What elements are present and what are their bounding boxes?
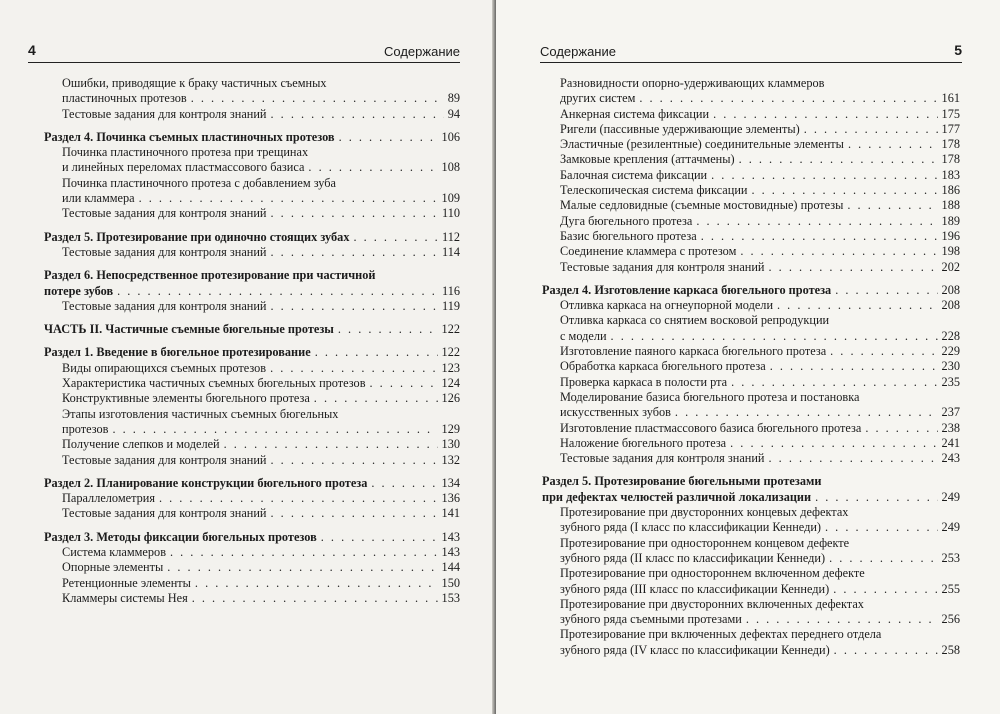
- toc-entry: [542, 359, 960, 374]
- toc-page-number: 143: [441, 529, 460, 544]
- left-page: [0, 0, 496, 714]
- toc-entry-row: [62, 437, 460, 452]
- toc-entry: [44, 176, 460, 207]
- toc-entry: [542, 168, 960, 183]
- toc-entry-title-line: Тестовые задания для контроля знаний: [62, 452, 267, 467]
- toc-entry-title-line: Соединение кламмера с протезом: [560, 244, 737, 259]
- toc-entry: [542, 436, 960, 451]
- toc-entry: [542, 313, 960, 344]
- toc-page-number: 230: [941, 359, 960, 374]
- toc-entry-row: [62, 545, 460, 560]
- toc-entry: [542, 298, 960, 313]
- toc-entry-title-line: Раздел 4. Изготовление каркаса бюгельного протеза: [542, 282, 832, 297]
- toc-entry-row: [560, 329, 960, 344]
- toc-entry-title-line: Разновидности опорно-удерживающих кламмеров: [560, 76, 825, 90]
- toc-entry-title-line: Протезирование при двусторонних концевых дефектах: [560, 505, 849, 520]
- toc-entry: [542, 244, 960, 259]
- toc-entry-title-line: Получение слепков и моделей: [62, 437, 220, 452]
- toc-page-number: 136: [441, 491, 460, 506]
- toc-entry-row: [560, 198, 960, 213]
- toc-entry-title-line: при дефектах челюстей различной локализации: [542, 489, 812, 504]
- toc-entry-title-line: Раздел 5. Протезирование бюгельными протезами: [542, 474, 822, 489]
- toc-entry-title-line: Протезирование при включенных дефектах переднего отдела: [560, 627, 882, 642]
- toc-page-number: 109: [441, 191, 460, 206]
- toc-entry-row: [44, 230, 460, 245]
- toc-entry-title-line: Раздел 4. Починка съемных пластиночных протезов: [44, 129, 335, 144]
- toc-entry-row: [62, 422, 460, 437]
- toc-page-number: 238: [941, 420, 960, 435]
- toc-entry-row: [62, 91, 460, 106]
- toc-entry-row: [62, 491, 460, 506]
- toc-page-number: 141: [441, 506, 460, 521]
- toc-entry-title-line: Конструктивные элементы бюгельного протеза: [62, 391, 310, 406]
- dot-leader: [848, 137, 938, 152]
- dot-leader: [159, 491, 438, 506]
- toc-entry-title-line: Отливка каркаса на огнеупорной модели: [560, 298, 774, 313]
- toc-page-number: 94: [447, 106, 460, 121]
- toc-page-number: 129: [441, 421, 460, 436]
- toc-entry-row: [62, 453, 460, 468]
- dot-leader: [195, 576, 438, 591]
- toc-page-number: 116: [442, 283, 460, 298]
- toc-page-number: 183: [941, 167, 960, 182]
- toc-page-number: 124: [441, 376, 460, 391]
- toc-entry-row: [560, 344, 960, 359]
- page-number: 5: [954, 42, 962, 58]
- toc-entry-row: [560, 244, 960, 259]
- toc-entry-title-line: Наложение бюгельного протеза: [560, 435, 727, 450]
- dot-leader: [865, 421, 937, 436]
- dot-leader: [308, 160, 437, 175]
- dot-leader: [339, 130, 438, 145]
- toc-entry-title-line: Виды опирающихся съемных протезов: [62, 360, 267, 375]
- toc-page-number: 249: [941, 520, 960, 535]
- toc-entry-title-line: зубного ряда (I класс по классификации Кеннеди): [560, 520, 822, 535]
- toc-page-number: 186: [941, 183, 960, 198]
- dot-leader: [353, 230, 438, 245]
- dot-leader: [139, 191, 438, 206]
- toc-entry-row: [560, 298, 960, 313]
- toc-entry-row: [560, 107, 960, 122]
- dot-leader: [825, 520, 938, 535]
- toc-page-number: 253: [941, 550, 960, 565]
- toc-page-number: 132: [441, 452, 460, 467]
- toc-entry: [542, 390, 960, 421]
- toc-page-number: 198: [941, 244, 960, 259]
- toc-entry-title-line: Раздел 2. Планирование конструкции бюгельного протеза: [44, 475, 368, 490]
- toc-entry-row: [560, 260, 960, 275]
- toc-entry-title-line: Починка пластиночного протеза с добавлением зуба: [62, 175, 337, 190]
- dot-leader: [701, 229, 938, 244]
- dot-leader: [730, 436, 937, 451]
- dot-leader: [752, 183, 938, 198]
- page-number: 4: [28, 42, 36, 58]
- dot-leader: [833, 582, 937, 597]
- toc-page-number: 153: [441, 590, 460, 605]
- toc-entry-row: [62, 361, 460, 376]
- toc-section-entry: [44, 230, 460, 245]
- dot-leader: [804, 122, 938, 137]
- toc-entry-title-line: Дуга бюгельного протеза: [560, 213, 693, 228]
- dot-leader: [371, 476, 437, 491]
- toc-entry-title-line: Тестовые задания для контроля знаний: [62, 506, 267, 521]
- toc-entry: [44, 591, 460, 606]
- toc-entry-title-line: зубного ряда (II класс по классификации Кеннеди): [560, 550, 826, 565]
- toc-page-number: 256: [941, 612, 960, 627]
- toc-page-number: 202: [941, 259, 960, 274]
- toc-entry-title-line: Базис бюгельного протеза: [560, 228, 697, 243]
- toc-entry: [542, 260, 960, 275]
- dot-leader: [170, 545, 438, 560]
- toc-page-number: 114: [442, 244, 460, 259]
- toc-entry: [44, 453, 460, 468]
- toc-entry: [542, 344, 960, 359]
- toc-entry-row: [560, 214, 960, 229]
- left-page-header: [28, 40, 460, 63]
- toc-page-number: 249: [941, 489, 960, 504]
- dot-leader: [167, 560, 437, 575]
- toc-entry-title-line: Изготовление пластмассового базиса бюгельного протеза: [560, 420, 862, 435]
- toc-entry-row: [62, 560, 460, 575]
- dot-leader: [370, 376, 438, 391]
- dot-leader: [639, 91, 937, 106]
- toc-entry: [542, 451, 960, 466]
- toc-entry-title-line: Тестовые задания для контроля знаний: [560, 451, 765, 466]
- toc-entry-row: [62, 191, 460, 206]
- toc-entry-title-line: зубного ряда съемными протезами: [560, 612, 742, 627]
- toc-entry-row: [560, 375, 960, 390]
- toc-entry: [44, 576, 460, 591]
- toc-section-entry: [44, 345, 460, 360]
- toc-page-number: 108: [441, 160, 460, 175]
- toc-entry: [44, 545, 460, 560]
- toc-page-number: 130: [441, 437, 460, 452]
- toc-page-number: 228: [941, 328, 960, 343]
- toc-page-number: 143: [441, 545, 460, 560]
- dot-leader: [314, 391, 438, 406]
- dot-leader: [321, 530, 438, 545]
- toc-section-entry: [44, 530, 460, 545]
- toc-entry-row: [560, 405, 960, 420]
- toc-entry-title-line: Изготовление паяного каркаса бюгельного протеза: [560, 344, 827, 359]
- running-header-title: Содержание: [384, 44, 460, 59]
- dot-leader: [834, 643, 938, 658]
- toc-page-number: 229: [941, 344, 960, 359]
- dot-leader: [338, 322, 438, 337]
- toc-entry-title-line: Телескопическая система фиксации: [560, 183, 748, 198]
- toc-section-entry: [44, 268, 460, 299]
- toc-section-entry: [44, 476, 460, 491]
- toc-entry-title-line: Протезирование при одностороннем включенном дефекте: [560, 566, 865, 581]
- toc-page-number: 189: [941, 213, 960, 228]
- toc-entry-row: [44, 345, 460, 360]
- toc-entry-title-line: Ригели (пассивные удерживающие элементы): [560, 121, 800, 136]
- toc-entry-title-line: Этапы изготовления частичных съемных бюгельных: [62, 406, 339, 421]
- toc-entry-row: [62, 245, 460, 260]
- dot-leader: [270, 361, 437, 376]
- toc-page-number: 134: [441, 475, 460, 490]
- dot-leader: [191, 91, 444, 106]
- toc-entry-title-line: Параллелометрия: [62, 491, 155, 506]
- toc-entry: [44, 407, 460, 438]
- toc-entry-title-line: Протезирование при одностороннем концевом дефекте: [560, 535, 850, 550]
- toc-entry-title-line: Опорные элементы: [62, 560, 164, 575]
- toc-entry-title-line: потере зубов: [44, 283, 114, 298]
- toc-entry-title-line: зубного ряда (IV класс по классификации Кеннеди): [560, 642, 830, 657]
- toc-entry-title-line: пластиночных протезов: [62, 91, 187, 106]
- toc-entry-row: [560, 91, 960, 106]
- toc-page-number: 258: [941, 642, 960, 657]
- dot-leader: [777, 298, 938, 313]
- toc-page-number: 208: [941, 282, 960, 297]
- toc-entry-row: [560, 451, 960, 466]
- toc-entry-title-line: или кламмера: [62, 191, 135, 206]
- dot-leader: [192, 591, 438, 606]
- toc-entry: [44, 145, 460, 176]
- toc-entry-title-line: Раздел 1. Введение в бюгельное протезирование: [44, 345, 311, 360]
- dot-leader: [315, 345, 438, 360]
- toc-page-number: 188: [941, 198, 960, 213]
- toc-entry-title-line: Ретенционные элементы: [62, 575, 191, 590]
- toc-page-number: 235: [941, 374, 960, 389]
- toc-entry: [542, 505, 960, 536]
- dot-leader: [770, 359, 938, 374]
- toc-entry-row: [560, 551, 960, 566]
- toc-entry-title-line: Характеристика частичных съемных бюгельных протезов: [62, 376, 366, 391]
- dot-leader: [731, 375, 937, 390]
- toc-page-number: 196: [941, 228, 960, 243]
- dot-leader: [224, 437, 438, 452]
- toc-entry: [542, 536, 960, 567]
- toc-entry-title-line: зубного ряда (III класс по классификации Кеннеди): [560, 581, 830, 596]
- toc-entry: [542, 183, 960, 198]
- toc-entry-title-line: Проверка каркаса в полости рта: [560, 374, 728, 389]
- toc-entry-row: [62, 160, 460, 175]
- toc-entry: [542, 76, 960, 107]
- toc-entry-title-line: Тестовые задания для контроля знаний: [560, 259, 765, 274]
- toc-entry-title-line: Отливка каркаса со снятием восковой репродукции: [560, 313, 830, 328]
- toc-entry: [44, 491, 460, 506]
- toc-entry-title-line: Починка пластиночного протеза при трещинах: [62, 145, 309, 160]
- toc-entry-title-line: Ошибки, приводящие к браку частичных съемных: [62, 76, 327, 90]
- toc-entry-row: [62, 391, 460, 406]
- toc-entry-row: [560, 137, 960, 152]
- dot-leader: [740, 244, 937, 259]
- toc-page-number: 175: [941, 106, 960, 121]
- dot-leader: [271, 453, 438, 468]
- toc-page-number: 241: [941, 435, 960, 450]
- toc-entry-row: [44, 530, 460, 545]
- toc-entry: [542, 566, 960, 597]
- toc-page-number: 106: [441, 129, 460, 144]
- dot-leader: [746, 612, 938, 627]
- toc-entry: [542, 375, 960, 390]
- toc-page-number: 123: [441, 360, 460, 375]
- toc-entry: [542, 214, 960, 229]
- dot-leader: [769, 451, 938, 466]
- toc-entry: [44, 361, 460, 376]
- toc-entry-row: [560, 421, 960, 436]
- toc-entry-row: [44, 284, 460, 299]
- toc-entry: [542, 421, 960, 436]
- toc-page-number: 178: [941, 137, 960, 152]
- toc-entry-title-line: Раздел 6. Непосредственное протезирование при частичной: [44, 268, 376, 283]
- toc-page-number: 110: [442, 206, 460, 221]
- dot-leader: [117, 284, 438, 299]
- toc-page-number: 161: [941, 91, 960, 106]
- toc-entry: [542, 627, 960, 658]
- right-page: [496, 0, 1000, 714]
- toc-entry-row: [62, 506, 460, 521]
- toc-page-number: 122: [441, 345, 460, 360]
- toc-entry-row: [560, 436, 960, 451]
- dot-leader: [769, 260, 938, 275]
- toc-entry-row: [62, 376, 460, 391]
- dot-leader: [271, 245, 438, 260]
- toc-entry-row: [62, 299, 460, 314]
- toc-entry: [44, 76, 460, 107]
- dot-leader: [847, 198, 937, 213]
- toc-entry-title-line: Тестовые задания для контроля знаний: [62, 298, 267, 313]
- toc-entry-title-line: искусственных зубов: [560, 405, 671, 420]
- dot-leader: [271, 206, 438, 221]
- toc-entry-title-line: Система кламмеров: [62, 545, 166, 560]
- dot-leader: [271, 506, 438, 521]
- toc-page-number: 178: [941, 152, 960, 167]
- toc-entry-title-line: и линейных переломах пластмассового базиса: [62, 160, 305, 175]
- toc-entry-title-line: Эластичные (резилентные) соединительные элементы: [560, 137, 844, 152]
- toc-section-entry: [44, 130, 460, 145]
- toc-section-entry: [542, 283, 960, 298]
- toc-entry-row: [44, 322, 460, 337]
- toc-entry-row: [560, 168, 960, 183]
- toc-entry: [44, 376, 460, 391]
- toc-entry-title-line: Раздел 3. Методы фиксации бюгельных протезов: [44, 529, 317, 544]
- toc-page-number: 122: [441, 322, 460, 337]
- toc-entry: [44, 560, 460, 575]
- toc-entry-title-line: Обработка каркаса бюгельного протеза: [560, 359, 766, 374]
- dot-leader: [815, 490, 937, 505]
- toc-entry-row: [542, 490, 960, 505]
- dot-leader: [835, 283, 937, 298]
- toc-page-number: 237: [941, 405, 960, 420]
- toc-page-number: 208: [941, 298, 960, 313]
- toc-entry: [542, 107, 960, 122]
- toc-entry: [542, 137, 960, 152]
- toc-entry-title-line: Протезирование при двусторонних включенных дефектах: [560, 596, 864, 611]
- dot-leader: [271, 299, 438, 314]
- toc-entry: [44, 245, 460, 260]
- toc-entry-title-line: Замковые крепления (аттачмены): [560, 152, 735, 167]
- toc-page-number: 144: [441, 560, 460, 575]
- table-of-contents-left: [44, 76, 460, 606]
- running-header-title: Содержание: [540, 44, 616, 59]
- toc-entry-title-line: Тестовые задания для контроля знаний: [62, 206, 267, 221]
- toc-entry-title-line: Тестовые задания для контроля знаний: [62, 244, 267, 259]
- toc-entry: [44, 299, 460, 314]
- toc-entry-title-line: Малые седловидные (съемные мостовидные) протезы: [560, 198, 844, 213]
- toc-page-number: 150: [441, 575, 460, 590]
- toc-entry-row: [62, 576, 460, 591]
- toc-entry-row: [62, 107, 460, 122]
- dot-leader: [675, 405, 938, 420]
- toc-section-entry: [542, 474, 960, 505]
- toc-entry-row: [560, 152, 960, 167]
- toc-page-number: 126: [441, 391, 460, 406]
- toc-entry-title-line: Моделирование базиса бюгельного протеза и постановка: [560, 389, 860, 404]
- toc-entry-row: [560, 520, 960, 535]
- dot-leader: [611, 329, 938, 344]
- toc-entry-row: [542, 283, 960, 298]
- toc-entry-row: [560, 122, 960, 137]
- toc-page-number: 89: [447, 91, 460, 106]
- toc-entry-title-line: Балочная система фиксации: [560, 167, 708, 182]
- toc-page-number: 112: [442, 229, 460, 244]
- toc-entry: [542, 152, 960, 167]
- toc-page-number: 119: [442, 298, 460, 313]
- toc-entry-row: [560, 229, 960, 244]
- toc-entry-title-line: с модели: [560, 328, 607, 343]
- toc-entry-title-line: ЧАСТЬ II. Частичные съемные бюгельные протезы: [44, 322, 334, 337]
- dot-leader: [112, 422, 437, 437]
- toc-entry-title-line: Анкерная система фиксации: [560, 106, 710, 121]
- toc-entry-row: [44, 130, 460, 145]
- table-of-contents-right: [542, 76, 960, 658]
- toc-entry: [44, 391, 460, 406]
- toc-entry: [44, 206, 460, 221]
- dot-leader: [739, 152, 938, 167]
- toc-entry: [542, 597, 960, 628]
- toc-entry: [44, 107, 460, 122]
- toc-entry-row: [62, 591, 460, 606]
- dot-leader: [696, 214, 937, 229]
- toc-entry: [542, 229, 960, 244]
- toc-page-number: 255: [941, 581, 960, 596]
- toc-section-entry: [44, 322, 460, 337]
- toc-entry-title-line: Тестовые задания для контроля знаний: [62, 106, 267, 121]
- right-page-header: [540, 40, 962, 63]
- toc-entry-row: [62, 206, 460, 221]
- toc-entry-row: [560, 582, 960, 597]
- toc-entry: [542, 198, 960, 213]
- toc-entry-row: [560, 643, 960, 658]
- toc-page-number: 177: [941, 121, 960, 136]
- toc-entry-title-line: Кламмеры системы Нея: [62, 590, 188, 605]
- toc-entry-row: [560, 183, 960, 198]
- toc-entry: [44, 506, 460, 521]
- dot-leader: [713, 107, 937, 122]
- dot-leader: [271, 107, 444, 122]
- toc-page-number: 243: [941, 451, 960, 466]
- dot-leader: [829, 551, 937, 566]
- toc-entry: [542, 122, 960, 137]
- toc-entry-row: [44, 476, 460, 491]
- toc-entry: [44, 437, 460, 452]
- toc-entry-row: [560, 612, 960, 627]
- toc-entry-title-line: Раздел 5. Протезирование при одиночно стоящих зубах: [44, 229, 350, 244]
- dot-leader: [711, 168, 937, 183]
- dot-leader: [830, 344, 937, 359]
- toc-entry-row: [560, 359, 960, 374]
- toc-entry-title-line: протезов: [62, 421, 109, 436]
- toc-entry-title-line: других систем: [560, 91, 636, 106]
